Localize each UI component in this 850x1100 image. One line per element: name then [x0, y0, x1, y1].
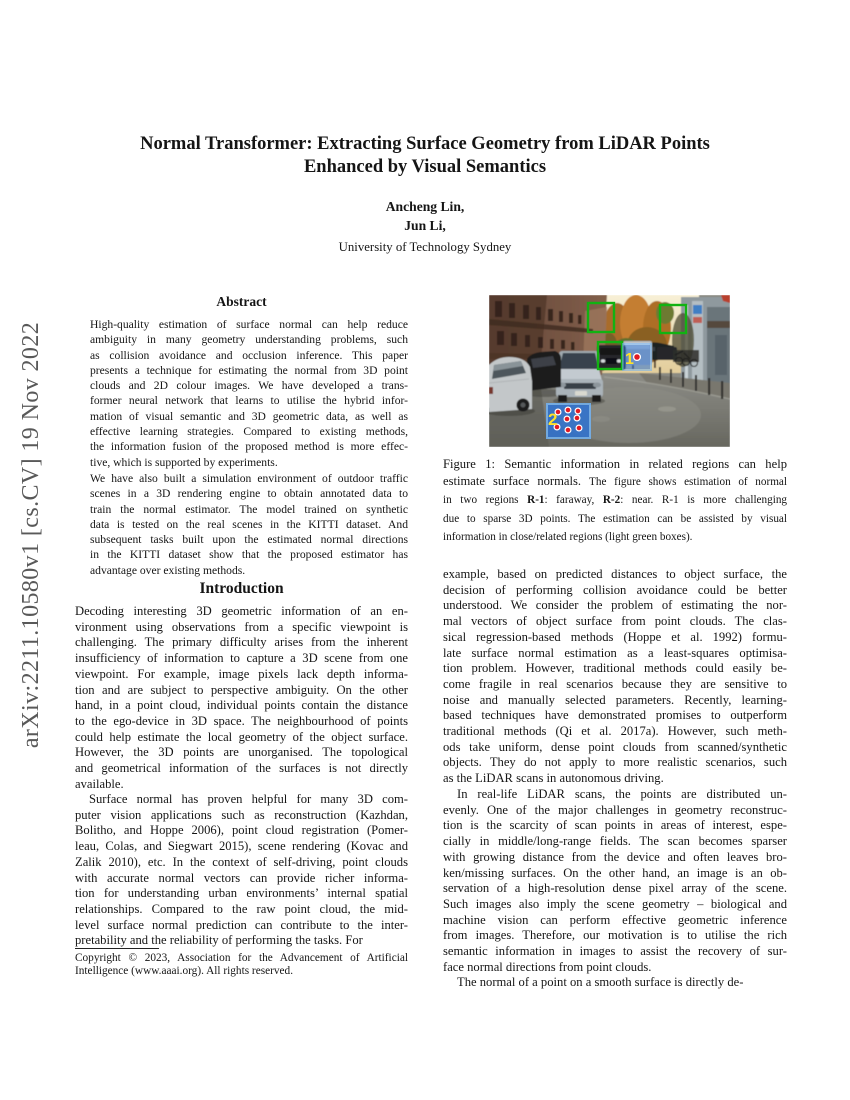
region-2-label: 2 — [548, 410, 558, 429]
region-1-label: 1 — [625, 351, 634, 368]
lidar-point-dot — [574, 415, 580, 421]
figure1-caption: Figure 1: Semantic information in related regions can help estimate surface normals. The figure shows estimation of normal in two regions R-1: faraway, R-2: near. R-1 is more challenging due to sparse 3D points. The estimation can be assisted by visual information in close/related regions (light green boxes). — [443, 457, 788, 543]
lidar-point-dot — [565, 427, 571, 433]
abstract-paragraph-2: We have also built a simulation environment of outdoor traffic scenes in a 3D rendering engine to obtain annotated data to train the normal estimator. The model trained on synthetic data is tested on the real scenes in the KITTI dataset. And subsequent tasks built upon the estimated normal directions in the KITTI dataset show that the proposed estimator has advantage over existing methods. — [90, 472, 408, 577]
blue-street-sign — [693, 305, 702, 314]
figure1 — [489, 295, 730, 447]
arxiv-sidebar-label: arXiv:2211.10580v1 [cs.CV] 19 Nov 2022 — [18, 321, 44, 749]
introduction-paragraph-2: Surface normal has proven helpful for many 3D com- puter vision applications such as reconstruction (Kazhdan, Bolitho, and Hoppe 2006), point cloud registration (Pomer- leau, Colas, and Siegwart 2015), scene rendering (Kovac and Zalik 2010), etc. In the context of self-driving, point clouds with accurate normal vectors can provide richer informa- tion for understanding urban environments’ internal spatial relationships. Compared to the raw point cloud, the mid- level surface normal prediction can contribute to the inter- pretability and the reliability of performing the tasks. For — [75, 792, 408, 948]
author-name: Ancheng Lin, — [385, 199, 465, 214]
region-1-box — [623, 344, 651, 370]
introduction-heading: Introduction — [199, 580, 284, 597]
figure1-street-scene-photo — [489, 295, 730, 447]
region-2-box — [547, 404, 590, 438]
lidar-point-dot — [575, 408, 581, 414]
left-column — [75, 0, 408, 1100]
lidar-point-dot — [565, 407, 571, 413]
manhole-cover — [658, 406, 676, 411]
affiliation: University of Technology Sydney — [338, 240, 512, 254]
right-column — [443, 0, 787, 1100]
lidar-point-dot — [634, 354, 641, 361]
abstract-paragraph-1: High-quality estimation of surface normal can help reduce ambiguity in many geometry understanding problems, such as collision avoidance and occlusion inference. This paper presents a technique for estimating the normal from 3D point clouds and 2D colour images. We have developed a trans- former neural network that learns to utilise the hybrid infor- mation of visual semantic and 3D geometric data, as well as effective learning strategies. Compared to existing methods, the information fusion of the proposed method is more effec- tive, which is supported by experiments. — [90, 318, 408, 469]
paper-title-line2: Enhanced by Visual Semantics — [303, 157, 547, 177]
paper-title-line1: Normal Transformer: Extracting Surface Geometry from LiDAR Points — [140, 134, 710, 154]
right-paragraph-3: The normal of a point on a smooth surface is directly de- — [457, 975, 744, 989]
abstract-heading: Abstract — [216, 294, 267, 309]
right-paragraph-2: In real-life LiDAR scans, the points are distributed un- evenly. One of the major challenges in geometry reconstruc- tion is the scarcity of scan points in areas of interest, espe- cially in middle/long-range fields. The scan becomes sparser with growing distance from the device and often leaves bro- ken/missing surfaces. On the other hand, an image is an ob- servation of a high-resolution dense pixel array of the scene. Such images also imply the scene geometry – biological and machine vision can perform effective geometric inference from images. Therefore, our motivation is to utilise the rich semantic information in images to assist the recovery of sur- face normal directions from point clouds. — [443, 787, 787, 974]
lidar-point-dot — [576, 425, 582, 431]
author-name: Jun Li, — [404, 217, 446, 233]
right-paragraph-1: example, based on predicted distances to object surface, the decision of performing collision avoidance could be better understood. We consider the problem of estimating the nor- mal vectors of object surface from point clouds. The clas- sical regression-based methods (Hoppe et al. 1992) formu- late surface normal estimation as a least-squares optimisa- tion problem. However, traditional methods could easily be- come fragile in real scenarios because they are sensitive to noise and manually selected parameters. Recently, learning- based techniques have demonstrated promises to outperform traditional methods (Qi et al. 2017a). However, such meth- ods take uniform, dense point clouds from scanned/synthetic objects. They do not apply to more realistic scenarios, such as the LiDAR scans in autonomous driving. — [443, 567, 787, 786]
photo-scene — [489, 295, 730, 447]
copyright-footnote: Copyright © 2023, Association for the Advancement of Artificial Intelligence (www.aaai.org). All rights reserved. — [75, 952, 408, 977]
silver-hatchback — [489, 357, 532, 412]
introduction-paragraph-1: Decoding interesting 3D geometric information of an en- vironment using observations from a specific viewpoint is challenging. The primary difficulty arises from the inherent insufficiency of information to capture a 3D scene from one viewpoint. For example, image pixels lack depth informa- tion and are subject to perspective ambiguity. On the other hand, in a point cloud, individual points contain the distance to the ego-device in 3D space. The neighbourhood of points could help estimate the local geometry of the object surface. However, the 3D points are unorganised. The topological and geometrical information of the surfaces is not directly available. — [75, 604, 408, 791]
black-car — [527, 351, 561, 391]
footnote-rule — [75, 948, 159, 949]
silver-sedan — [556, 351, 603, 402]
lidar-point-dot — [564, 416, 570, 422]
